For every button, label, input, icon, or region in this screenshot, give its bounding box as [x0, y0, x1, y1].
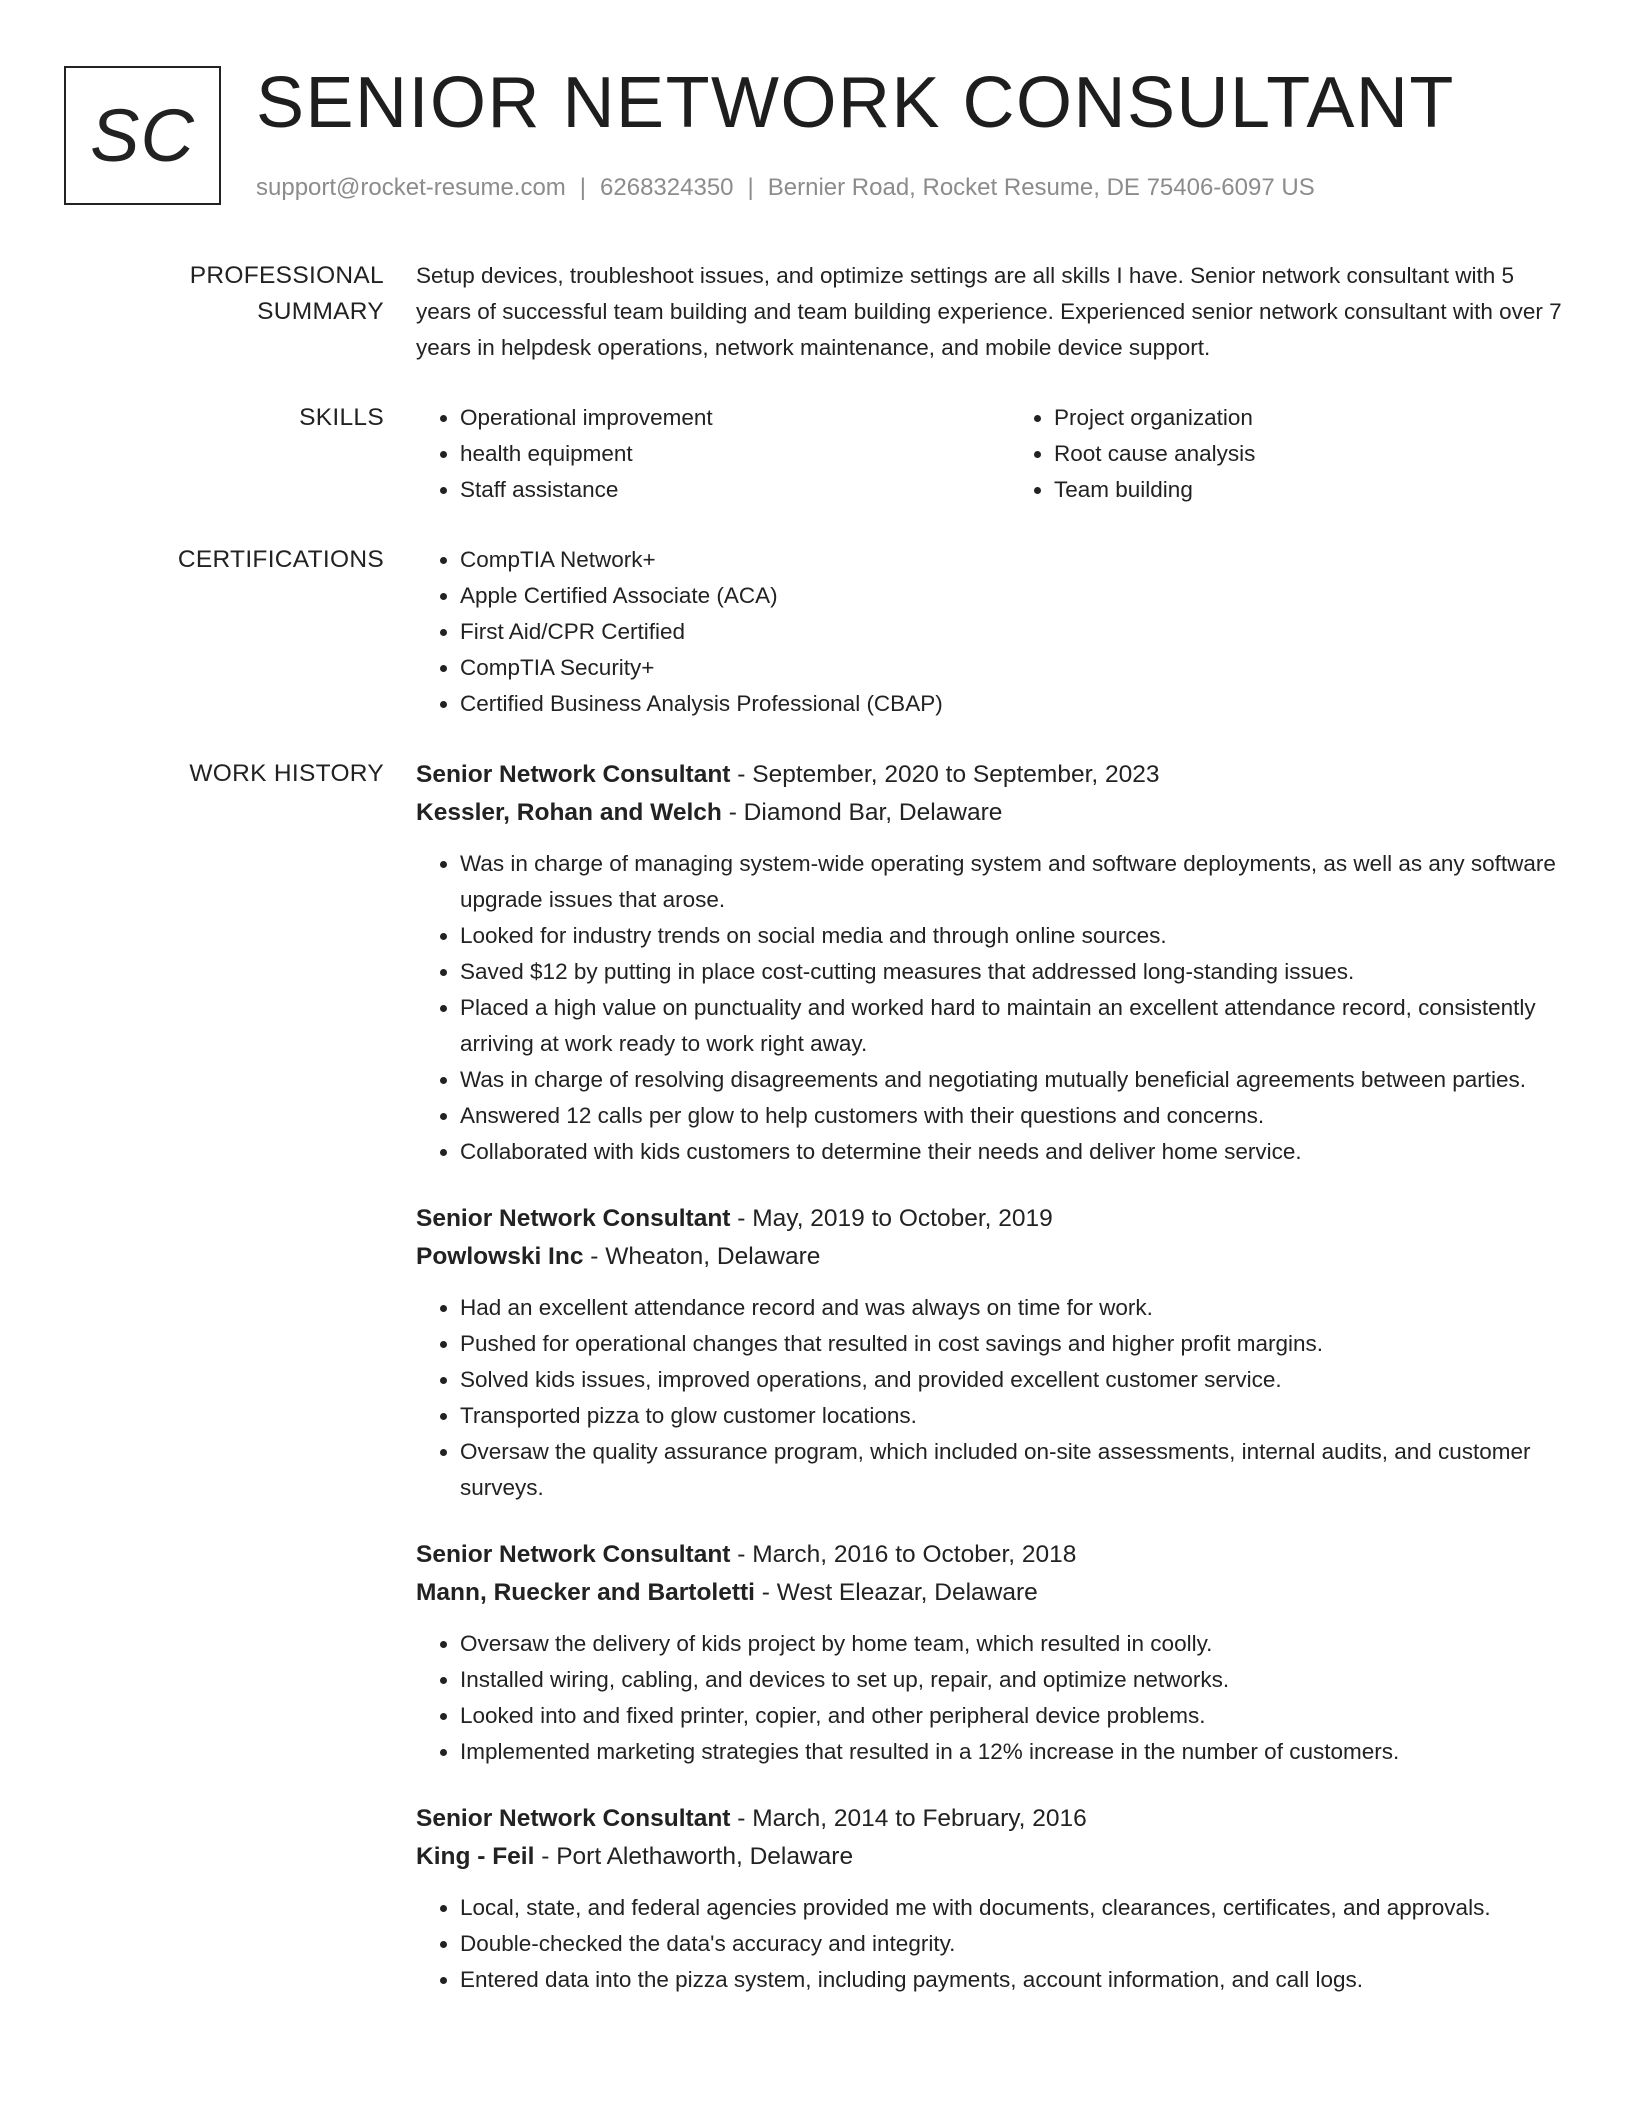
section-title: SKILLS — [299, 404, 384, 431]
skill-item: • Operational improvement — [460, 400, 1010, 436]
job-dates: - May, 2019 to October, 2019 — [730, 1205, 1053, 1232]
skills-list-right — [1010, 400, 1604, 508]
job-role: Senior Network Consultant — [416, 1205, 731, 1232]
skills-list-left — [416, 400, 1010, 508]
skill-item: • Root cause analysis — [1054, 436, 1604, 472]
job-bullet: • Local, state, and federal agencies provided me with documents, clearances, certificates, and approvals. — [460, 1890, 1568, 1926]
job-bullet: • Looked into and fixed printer, copier, and other peripheral device problems. — [460, 1698, 1568, 1734]
certification-item: • Certified Business Analysis Professional (CBAP) — [460, 686, 1568, 722]
job-bullets — [416, 1290, 1568, 1506]
certification-item: • Apple Certified Associate (ACA) — [460, 578, 1568, 614]
resume-name: SENIOR NETWORK CONSULTANT — [256, 63, 1455, 143]
contact-email: support@rocket-resume.com — [256, 174, 566, 201]
section-title: WORK HISTORY — [189, 760, 384, 787]
job-title-line — [416, 1800, 1568, 1838]
certifications-list — [416, 542, 1568, 722]
job-bullet: • Double-checked the data's accuracy and integrity. — [460, 1926, 1568, 1962]
job-company: King - Feil — [416, 1843, 535, 1870]
job-location: - Port Alethaworth, Delaware — [534, 1843, 854, 1870]
job-bullets — [416, 1626, 1568, 1770]
job-company-line — [416, 1838, 1568, 1876]
job-company-line — [416, 1574, 1568, 1612]
job-bullet: • Placed a high value on punctuality and worked hard to maintain an excellent attendance record, consistently arriving at work ready to work right away. — [460, 990, 1568, 1062]
job-title-line — [416, 1200, 1568, 1238]
job-entry — [416, 1536, 1568, 1770]
job-dates: - September, 2020 to September, 2023 — [730, 761, 1160, 788]
certifications-section — [64, 542, 1568, 722]
job-bullet: • Pushed for operational changes that resulted in cost savings and higher profit margins. — [460, 1326, 1568, 1362]
certification-item: • First Aid/CPR Certified — [460, 614, 1568, 650]
job-entry — [416, 1800, 1568, 1998]
job-dates: - March, 2016 to October, 2018 — [730, 1541, 1077, 1568]
job-bullet: • Was in charge of resolving disagreements and negotiating mutually beneficial agreements between parties. — [460, 1062, 1568, 1098]
summary-text: Setup devices, troubleshoot issues, and optimize settings are all skills I have. Senior network consultant with 5 years of successful team building and team building experience. Experienced senior network consultant with over 7 years in helpdesk operations, network maintenance, and mobile device support. — [416, 263, 1562, 360]
job-bullet: • Transported pizza to glow customer locations. — [460, 1398, 1568, 1434]
job-company: Powlowski Inc — [416, 1243, 584, 1270]
skill-item: • health equipment — [460, 436, 1010, 472]
skills-section — [64, 400, 1568, 508]
resume-header — [64, 64, 1568, 214]
job-bullets — [416, 846, 1568, 1170]
job-bullet: • Collaborated with kids customers to determine their needs and deliver home service. — [460, 1134, 1568, 1170]
job-role: Senior Network Consultant — [416, 1805, 731, 1832]
job-bullet: • Entered data into the pizza system, including payments, account information, and call logs. — [460, 1962, 1568, 1998]
job-bullet: • Oversaw the delivery of kids project by home team, which resulted in coolly. — [460, 1626, 1568, 1662]
job-role: Senior Network Consultant — [416, 761, 731, 788]
job-title-line — [416, 756, 1568, 794]
job-entry — [416, 756, 1568, 1170]
skill-item: • Team building — [1054, 472, 1604, 508]
contact-separator: | — [747, 174, 754, 201]
skill-item: • Staff assistance — [460, 472, 1010, 508]
job-entry — [416, 1200, 1568, 1506]
job-bullet: • Looked for industry trends on social media and through online sources. — [460, 918, 1568, 954]
skill-item: • Project organization — [1054, 400, 1604, 436]
job-bullet: • Implemented marketing strategies that resulted in a 12% increase in the number of customers. — [460, 1734, 1568, 1770]
job-bullet: • Had an excellent attendance record and was always on time for work. — [460, 1290, 1568, 1326]
job-bullet: • Was in charge of managing system-wide operating system and software deployments, as well as any software upgrade issues that arose. — [460, 846, 1568, 918]
job-bullet: • Installed wiring, cabling, and devices to set up, repair, and optimize networks. — [460, 1662, 1568, 1698]
job-role: Senior Network Consultant — [416, 1541, 731, 1568]
contact-line — [256, 174, 1315, 202]
job-bullet: • Answered 12 calls per glow to help customers with their questions and concerns. — [460, 1098, 1568, 1134]
resume-body — [64, 258, 1568, 2062]
work-history-section — [64, 756, 1568, 2028]
contact-separator: | — [579, 174, 587, 201]
job-location: - West Eleazar, Delaware — [754, 1579, 1038, 1606]
job-location: - Diamond Bar, Delaware — [721, 799, 1003, 826]
section-title: CERTIFICATIONS — [177, 546, 384, 573]
section-title: PROFESSIONAL SUMMARY — [189, 262, 384, 325]
job-title-line — [416, 1536, 1568, 1574]
certification-item: • CompTIA Network+ — [460, 542, 1568, 578]
job-company-line — [416, 1238, 1568, 1276]
summary-section — [64, 258, 1568, 366]
job-company: Mann, Ruecker and Bartoletti — [416, 1579, 755, 1606]
contact-address: Bernier Road, Rocket Resume, DE 75406-6097 US — [767, 174, 1315, 201]
job-company: Kessler, Rohan and Welch — [416, 799, 722, 826]
job-bullet: • Saved $12 by putting in place cost-cutting measures that addressed long-standing issues. — [460, 954, 1568, 990]
monogram-badge: SC — [64, 66, 221, 205]
job-location: - Wheaton, Delaware — [583, 1243, 821, 1270]
certification-item: • CompTIA Security+ — [460, 650, 1568, 686]
job-dates: - March, 2014 to February, 2016 — [730, 1805, 1087, 1832]
job-bullet: • Solved kids issues, improved operations, and provided excellent customer service. — [460, 1362, 1568, 1398]
job-bullet: • Oversaw the quality assurance program, which included on-site assessments, internal audits, and customer surveys. — [460, 1434, 1568, 1506]
job-company-line — [416, 794, 1568, 832]
job-bullets — [416, 1890, 1568, 1998]
contact-phone: 6268324350 — [600, 174, 734, 201]
